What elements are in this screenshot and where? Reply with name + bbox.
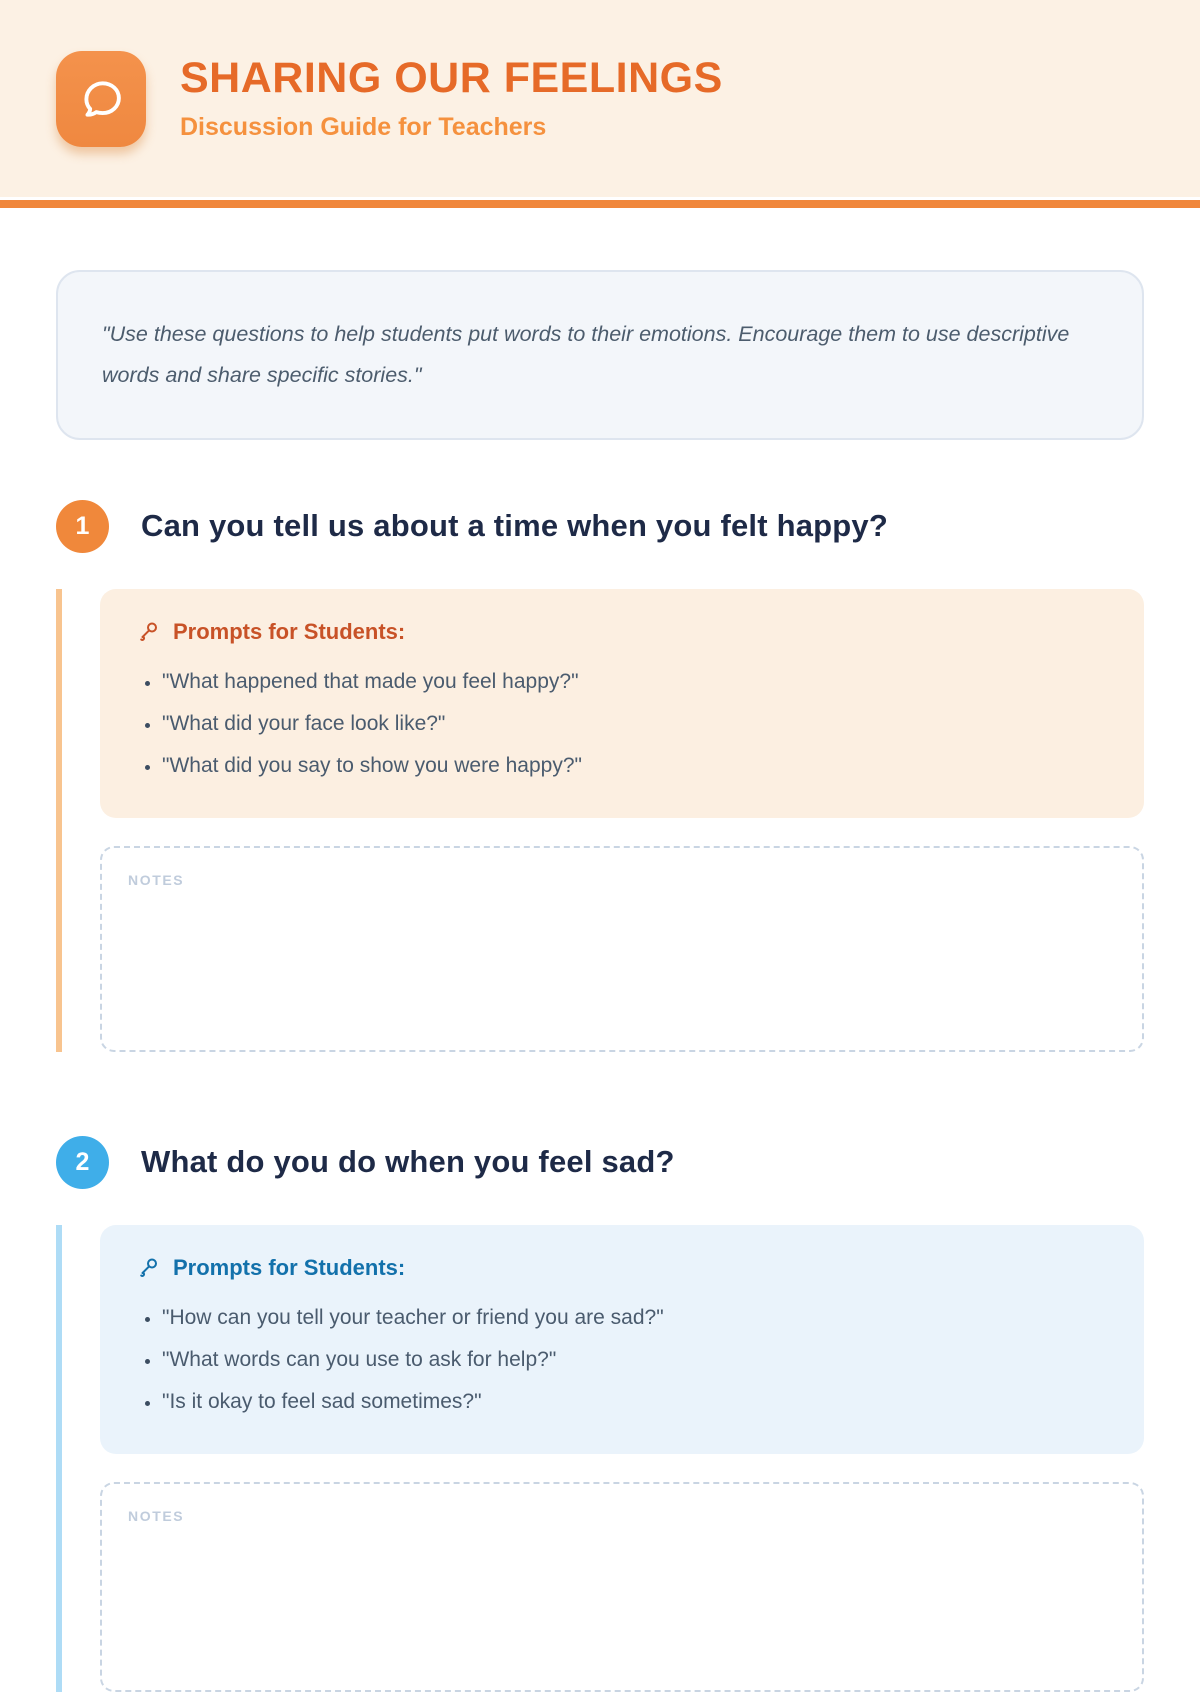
notes-label: NOTES xyxy=(128,1507,185,1524)
question-2-prompts-label: Prompts for Students: xyxy=(173,1254,406,1280)
prompt-item: • "What happened that made you feel happy?" xyxy=(162,661,1108,703)
header-text xyxy=(180,55,723,141)
question-1-number-badge: 1 xyxy=(56,500,109,553)
question-1-section xyxy=(56,589,1144,1052)
question-2-prompts-heading xyxy=(136,1255,1108,1281)
prompt-item: • "What words can you use to ask for help?" xyxy=(162,1339,1108,1381)
question-1-prompts-heading xyxy=(136,619,1108,645)
question-1-prompt-list xyxy=(136,661,1108,788)
page-subtitle: Discussion Guide for Teachers xyxy=(180,112,547,141)
page-title: SHARING OUR FEELINGS xyxy=(180,54,723,103)
question-2-prompts-card xyxy=(100,1225,1144,1454)
prompt-item: • "How can you tell your teacher or friend you are sad?" xyxy=(162,1297,1108,1339)
question-1-header xyxy=(56,500,1144,553)
question-1-prompts-card xyxy=(100,589,1144,818)
header xyxy=(0,0,1200,197)
prompt-item: • "What did you say to show you were happy?" xyxy=(162,745,1108,787)
question-2-header xyxy=(56,1136,1144,1189)
notes-label: NOTES xyxy=(128,871,185,888)
question-2-number-badge: 2 xyxy=(56,1136,109,1189)
question-1-title: Can you tell us about a time when you felt happy? xyxy=(141,508,888,544)
microphone-icon xyxy=(136,620,160,644)
question-2-title: What do you do when you feel sad? xyxy=(141,1144,675,1180)
header-divider xyxy=(0,200,1200,208)
question-2-notes-field[interactable] xyxy=(100,1482,1144,1692)
teacher-instructions-callout xyxy=(56,270,1144,440)
chat-bubble-icon xyxy=(56,51,146,147)
question-1-prompts-label: Prompts for Students: xyxy=(173,618,406,644)
question-1-notes-field[interactable] xyxy=(100,846,1144,1052)
prompt-item: • "Is it okay to feel sad sometimes?" xyxy=(162,1381,1108,1423)
teacher-instructions-text: "Use these questions to help students put words to their emotions. Encourage them to use descriptive words and share specific stories." xyxy=(102,322,1070,387)
question-2-section xyxy=(56,1225,1144,1692)
question-2-prompt-list xyxy=(136,1297,1108,1424)
microphone-icon xyxy=(136,1256,160,1280)
main-content xyxy=(0,270,1200,1692)
prompt-item: • "What did your face look like?" xyxy=(162,703,1108,745)
